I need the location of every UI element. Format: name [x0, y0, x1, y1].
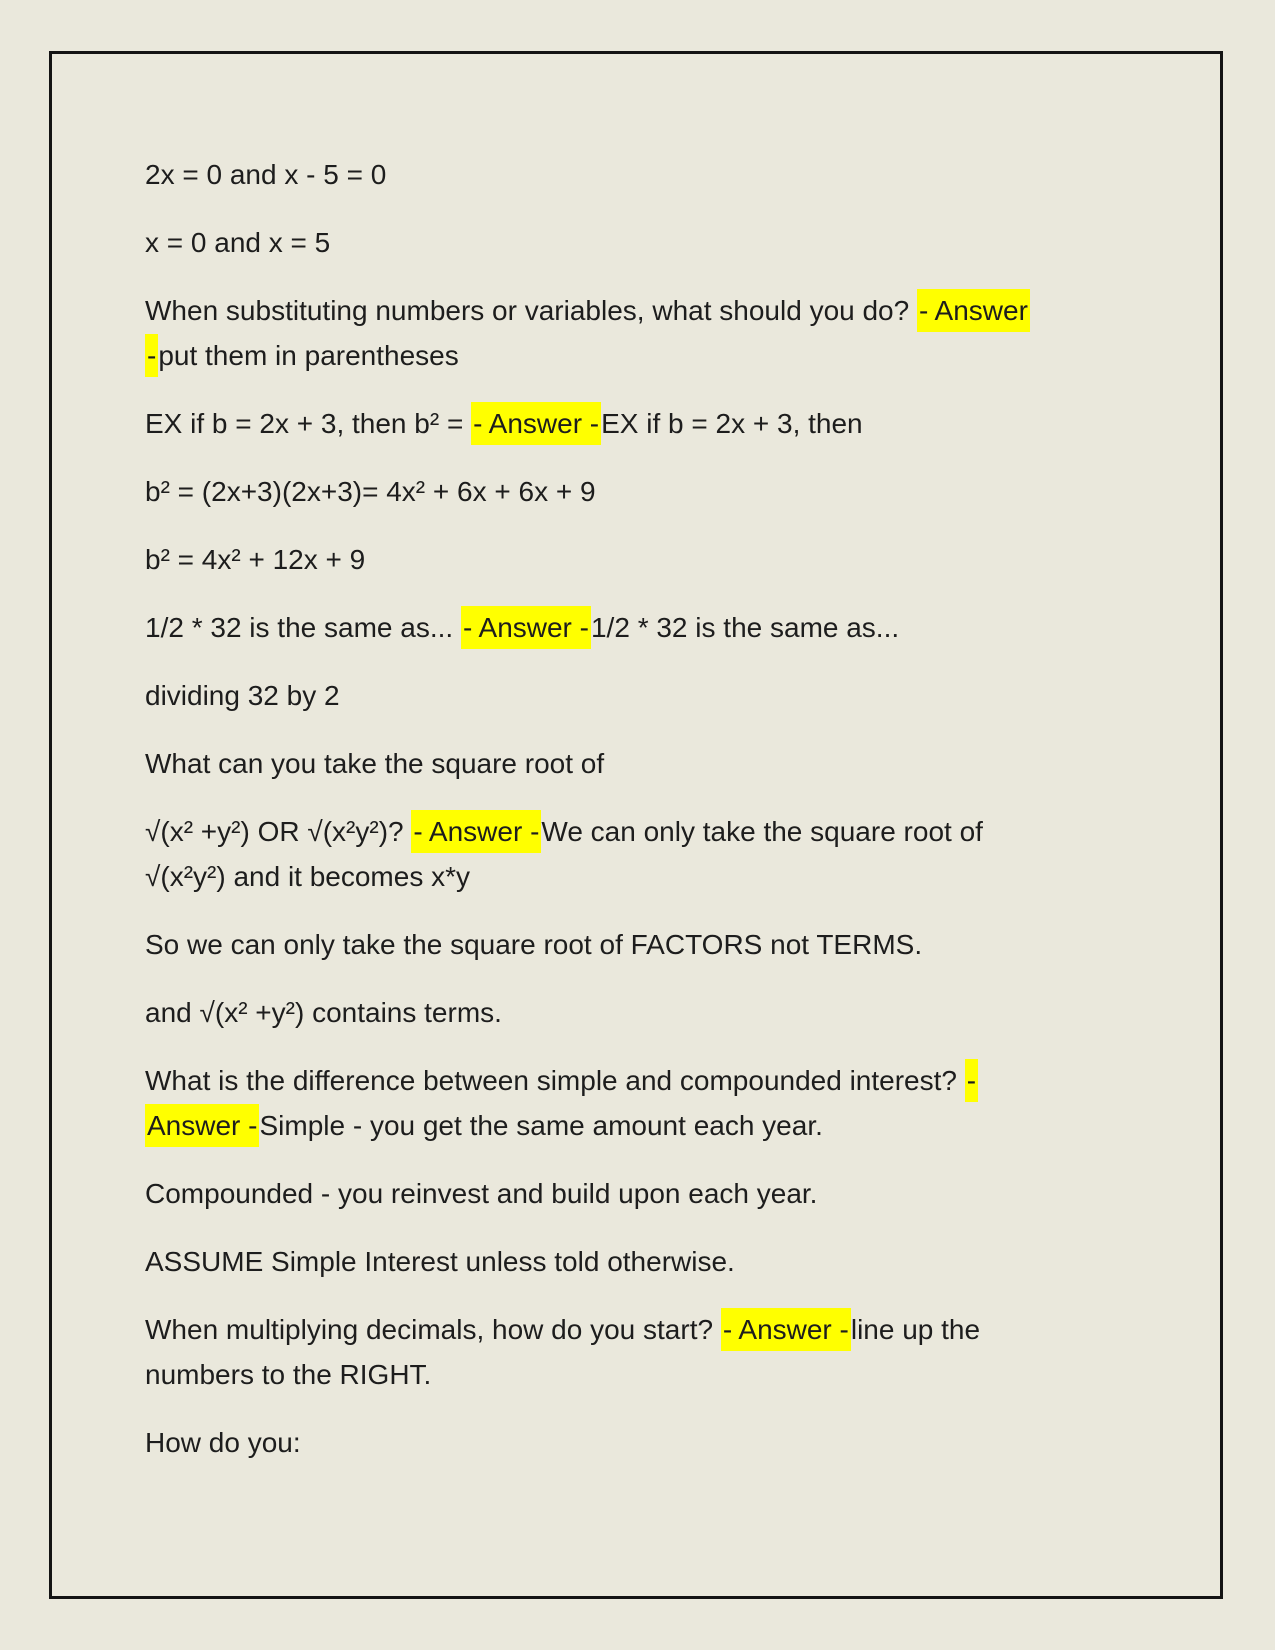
paragraph — [145, 537, 1155, 582]
paragraph — [145, 741, 1155, 786]
text-segment: EX if b = 2x + 3, then — [601, 408, 863, 439]
text-line — [145, 854, 1155, 899]
text-segment: Simple - you get the same amount each year. — [259, 1110, 823, 1141]
paragraph — [145, 1420, 1155, 1465]
text-segment: √(x² +y²) OR √(x²y²)? — [145, 816, 412, 847]
text-line — [145, 1307, 1155, 1352]
text-line — [145, 220, 1155, 265]
text-line — [145, 1352, 1155, 1397]
text-segment: Compounded - you reinvest and build upon each year. — [145, 1178, 818, 1209]
text-line — [145, 288, 1155, 333]
paragraph — [145, 1058, 1155, 1148]
text-segment: b² = (2x+3)(2x+3)= 4x² + 6x + 6x + 9 — [145, 476, 596, 507]
text-line — [145, 333, 1155, 378]
text-segment: dividing 32 by 2 — [145, 680, 340, 711]
paragraph — [145, 1239, 1155, 1284]
paragraph — [145, 469, 1155, 514]
paragraph — [145, 288, 1155, 378]
text-segment: 2x = 0 and x - 5 = 0 — [145, 159, 387, 190]
text-segment: When multiplying decimals, how do you start? — [145, 1314, 721, 1345]
text-line — [145, 469, 1155, 514]
text-segment: x = 0 and x = 5 — [145, 227, 331, 258]
paragraph — [145, 220, 1155, 265]
text-segment: How do you: — [145, 1427, 301, 1458]
text-line — [145, 990, 1155, 1035]
text-segment: numbers to the RIGHT. — [145, 1359, 432, 1390]
text-line — [145, 1420, 1155, 1465]
highlighted-answer-marker: - Answer - — [411, 810, 541, 853]
text-line — [145, 1171, 1155, 1216]
text-segment: 1/2 * 32 is the same as... — [145, 612, 461, 643]
paragraph — [145, 673, 1155, 718]
highlighted-answer-marker: - Answer - — [461, 606, 591, 649]
text-segment: line up the — [850, 1314, 981, 1345]
text-line — [145, 1239, 1155, 1284]
text-segment: 1/2 * 32 is the same as... — [590, 612, 900, 643]
text-line — [145, 741, 1155, 786]
text-segment: What can you take the square root of — [145, 748, 605, 779]
text-line — [145, 537, 1155, 582]
text-line — [145, 673, 1155, 718]
text-segment: put them in parentheses — [158, 340, 459, 371]
highlighted-answer-marker: - — [965, 1059, 978, 1102]
text-segment: So we can only take the square root of FACTORS not TERMS. — [145, 929, 923, 960]
document-content — [145, 152, 1155, 1488]
text-line — [145, 605, 1155, 650]
highlighted-answer-marker: - Answer — [917, 289, 1030, 332]
text-line — [145, 1103, 1155, 1148]
text-segment: and √(x² +y²) contains terms. — [145, 997, 502, 1028]
paragraph — [145, 809, 1155, 899]
paragraph — [145, 990, 1155, 1035]
text-segment: What is the difference between simple and compounded interest? — [145, 1065, 965, 1096]
text-line — [145, 922, 1155, 967]
highlighted-answer-marker: - — [145, 334, 158, 377]
paragraph — [145, 922, 1155, 967]
text-line — [145, 809, 1155, 854]
text-segment: √(x²y²) and it becomes x*y — [145, 861, 471, 892]
text-segment: ASSUME Simple Interest unless told otherwise. — [145, 1246, 735, 1277]
paragraph — [145, 1171, 1155, 1216]
paragraph — [145, 152, 1155, 197]
text-segment: We can only take the square root of — [541, 816, 983, 847]
paragraph — [145, 605, 1155, 650]
text-segment: EX if b = 2x + 3, then b² = — [145, 408, 472, 439]
text-segment: When substituting numbers or variables, what should you do? — [145, 295, 917, 326]
paragraph — [145, 1307, 1155, 1397]
text-segment: b² = 4x² + 12x + 9 — [145, 544, 366, 575]
highlighted-answer-marker: - Answer - — [471, 402, 601, 445]
text-line — [145, 1058, 1155, 1103]
text-line — [145, 401, 1155, 446]
highlighted-answer-marker: Answer - — [145, 1104, 259, 1147]
paragraph — [145, 401, 1155, 446]
text-line — [145, 152, 1155, 197]
highlighted-answer-marker: - Answer - — [721, 1308, 851, 1351]
